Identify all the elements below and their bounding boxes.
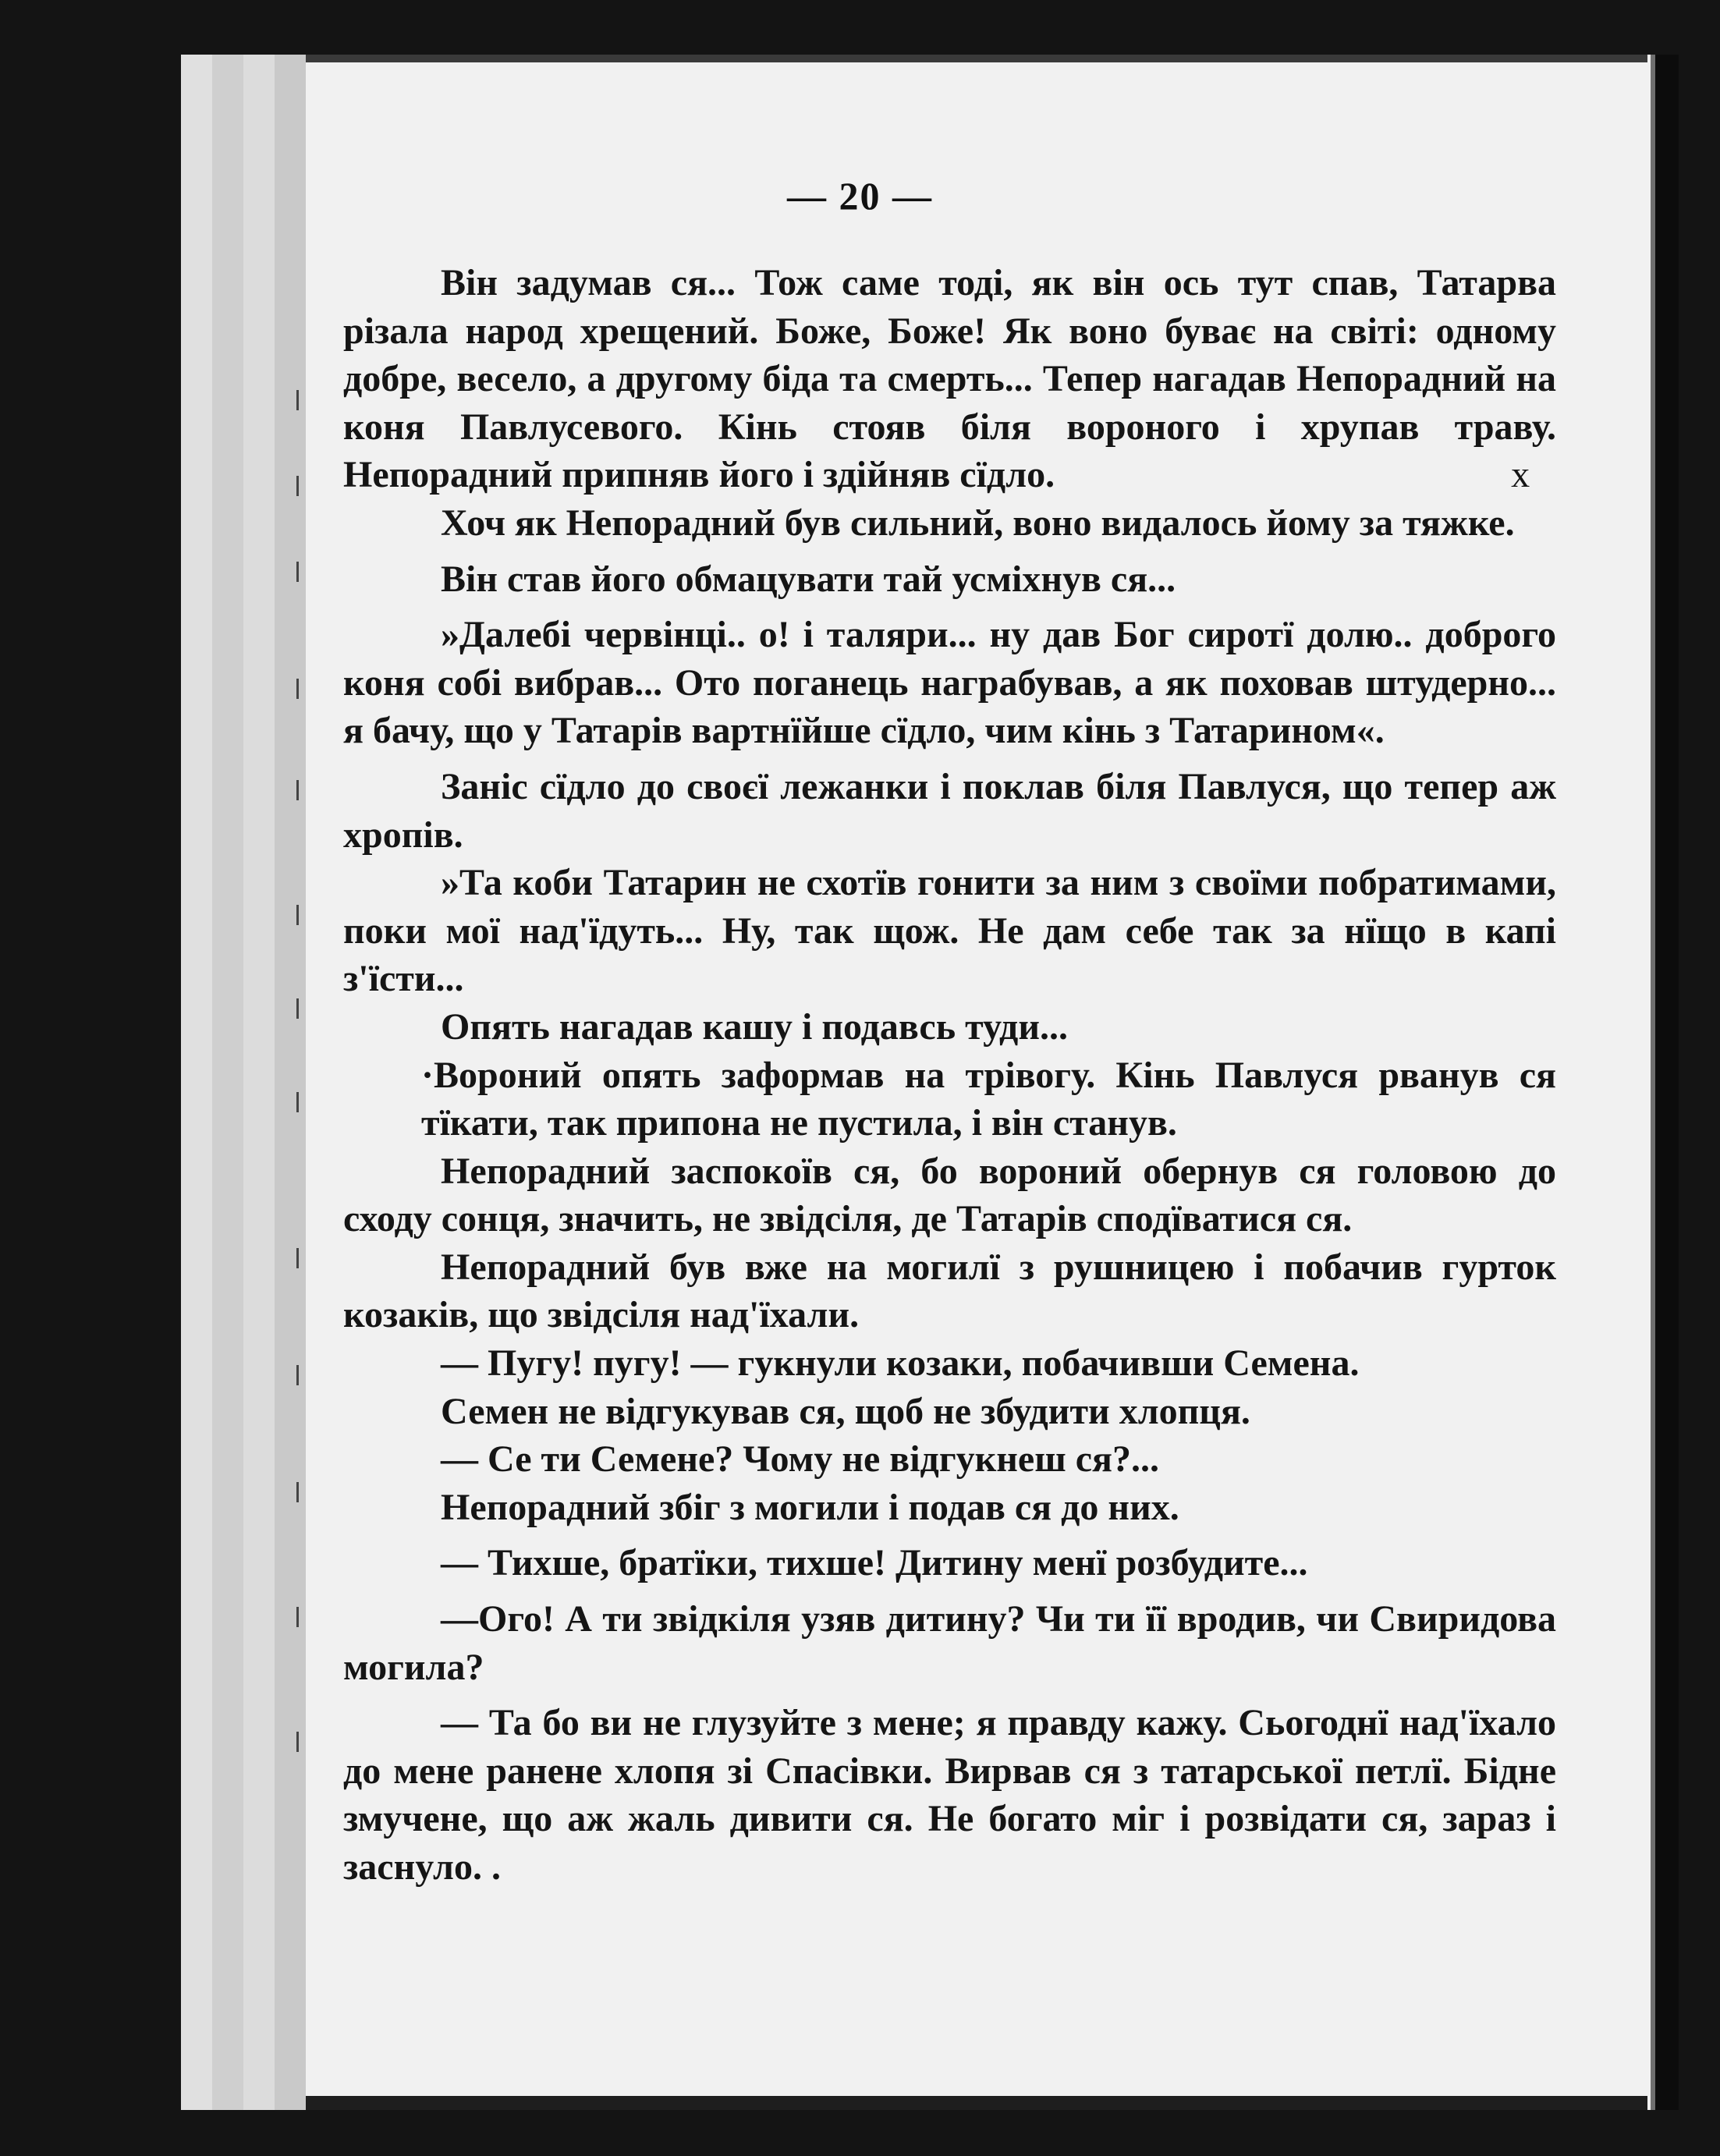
paragraph: Непорадний був вже на могилї з рушницею і побачив гурток козаків, що звідсіля над'їхали. bbox=[343, 1246, 1556, 1336]
paragraph: ·Вороний опять заформав на трівогу. Кінь Павлуся рванув ся тїкати, так припона не пустила, і він станув. bbox=[421, 1054, 1556, 1144]
body-text bbox=[343, 259, 1556, 1892]
paragraph: — Тихше, братїки, тихше! Дитину менї розбудите... bbox=[441, 1542, 1308, 1584]
section-separator: x bbox=[1511, 454, 1530, 496]
paragraph: Хоч як Непорадний був сильний, воно видалось йому за тяжке. bbox=[441, 502, 1515, 544]
paragraph: — Пугу! пугу! — гукнули козаки, побачивши Семена. bbox=[441, 1342, 1360, 1385]
page-bottom-edge bbox=[306, 2096, 1647, 2110]
paragraph: — Се ти Семене? Чому не відгукнеш ся?... bbox=[441, 1438, 1160, 1480]
page-top-edge bbox=[306, 55, 1647, 62]
paragraph: Непорадний заспокоїв ся, бо вороний обернув ся головою до сходу сонця, значить, не звідсіля, де Татарів сподїватися ся. bbox=[343, 1150, 1556, 1240]
paragraph bbox=[343, 259, 1556, 499]
paragraph: Він став його обмацувати тай усміхнув ся... bbox=[441, 558, 1176, 600]
paragraph: Семен не відгукував ся, щоб не збудити хлопця. bbox=[441, 1390, 1250, 1432]
paragraph: —Ого! А ти звідкіля узяв дитину? Чи ти її вродив, чи Свиридова могила? bbox=[343, 1598, 1556, 1688]
paragraph: Опять нагадав кашу і подавсь туди... bbox=[441, 1005, 1068, 1048]
margin-marks bbox=[296, 390, 304, 1872]
paragraph: Непорадний збіг з могили і подав ся до них. bbox=[441, 1486, 1179, 1528]
paragraph: »Далебі червінці.. о! і таляри... ну дав Бог сиротї долю.. доброго коня собі вибрав... Ото поганець награбував, а як поховав штудерно... я бачу, що у Татарів вартнїйше сїдло, чим кінь з Татарином«. bbox=[343, 614, 1556, 752]
paragraph: »Та коби Татарин не схотїв гонити за ним з своїми побратимами, поки мої над'їдуть... Ну, так щож. Не дам себе так за нїщо в капі з'їсти... bbox=[343, 862, 1556, 1000]
paragraph-text: Він задумав ся... Тож саме тоді, як він ось тут спав, Татарва різала народ хрещений. Боже, Боже! Як воно буває на світі: одному добре, весело, а другому біда та смерть... Тепер нагадав Непорадний на коня Павлусевого. Кінь стояв біля вороного і хрупав траву. Непорадний припняв його і здійняв сїдло. bbox=[343, 262, 1556, 496]
paragraph: — Та бо ви не глузуйте з мене; я правду кажу. Сьогоднї над'їхало до мене ранене хлопя зі Спасівки. Вирвав ся з татарської петлї. Бідне змучене, що аж жаль дивити ся. Не богато міг і розвідати ся, зараз і заснуло. . bbox=[343, 1702, 1556, 1888]
page-number: — 20 — bbox=[787, 174, 933, 218]
paragraph: Заніс сїдло до своєї лежанки і поклав біля Павлуся, що тепер аж хропів. bbox=[343, 765, 1556, 856]
